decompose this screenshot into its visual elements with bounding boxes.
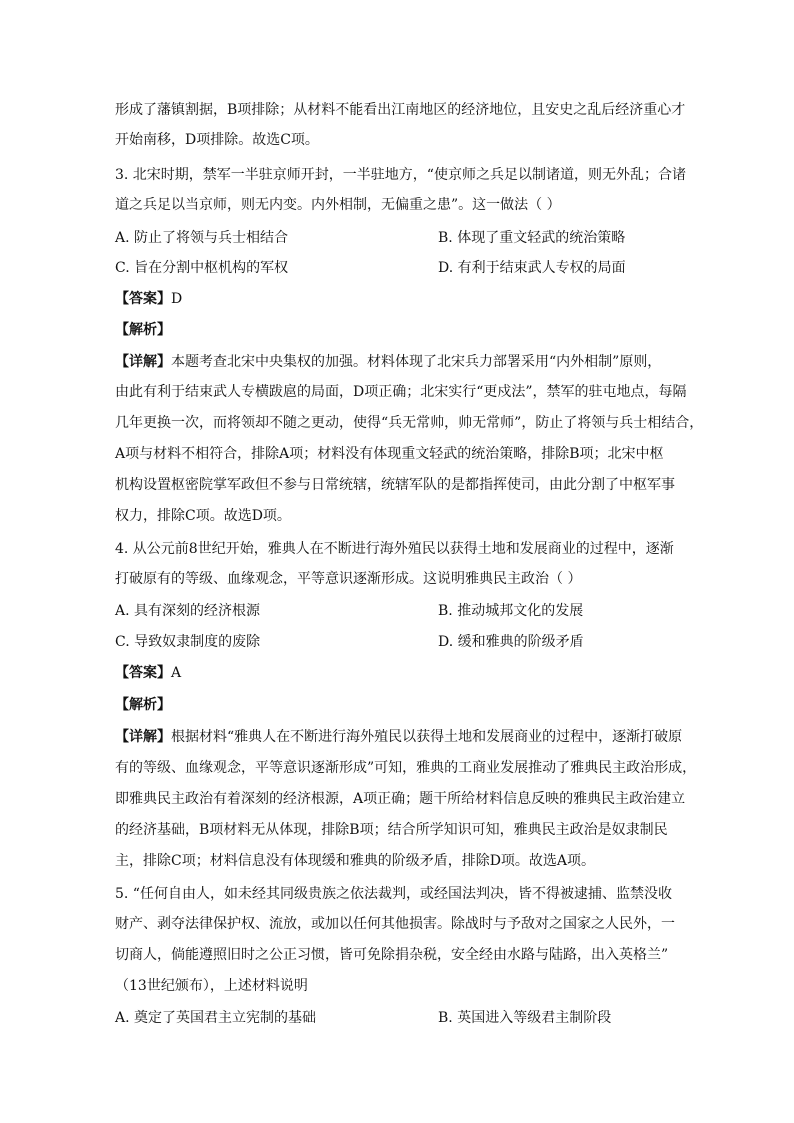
q4-stem-line-2: 打破原有的等级、血缘观念，平等意识逐渐形成。这说明雅典民主政治（ ） [115, 571, 582, 587]
q4-answer [115, 663, 181, 683]
q3-detail-line-4: A项与材料不相符合，排除A项；材料没有体现重文轻武的统治策略，排除B项；北宋中枢 [115, 446, 664, 462]
q4-detail-line-4: 的经济基础，B项材料无从体现，排除B项；结合所学知识可知，雅典民主政治是奴隶制民 [115, 822, 668, 838]
q4-stem-line-1: 4. 从公元前8世纪开始，雅典人在不断进行海外殖民以获得土地和发展商业的过程中，逐渐 [115, 541, 674, 557]
q4-detail-line-1 [115, 727, 682, 747]
q4-detail-line-5: 主，排除C项；材料信息没有体现缓和雅典的阶级矛盾，排除D项。故选A项。 [115, 853, 596, 869]
q3-detail-line-2: 由此有利于结束武人专横跋扈的局面，D项正确；北宋实行“更戍法”，禁军的驻屯地点，每隔 [115, 384, 687, 400]
q4-detail-text-1: 根据材料“雅典人在不断进行海外殖民以获得土地和发展商业的过程中，逐渐打破原 [171, 729, 683, 745]
q3-stem-line-2: 道之兵足以当京师，则无内变。内外相制，无偏重之患”。这一做法（ ） [115, 197, 561, 213]
q4-answer-value: A [171, 665, 182, 681]
q4-detail-tag: 【详解】 [115, 729, 171, 745]
q4-answer-tag: 【答案】 [115, 665, 171, 681]
q5-stem-line-1: 5. “任何自由人，如未经其同级贵族之依法裁判，或经国法判决，皆不得被逮捕、监禁没收 [115, 886, 672, 902]
q3-answer-value: D [171, 291, 183, 307]
q3-analysis-tag: 【解析】 [115, 322, 171, 338]
q4-option-c: C. 导致奴隶制度的废除 [115, 634, 261, 650]
q3-detail-line-1 [115, 352, 661, 372]
q3-stem-line-1: 3. 北宋时期，禁军一半驻京师开封，一半驻地方，“使京师之兵足以制诸道，则无外乱；合诸 [115, 167, 686, 183]
q5-stem-line-2: 财产、剥夺法律保护权、流放，或加以任何其他损害。除战时与予敌对之国家之人民外，一 [115, 916, 675, 932]
q5-stem-line-4: （13世纪颁布），上述材料说明 [115, 978, 308, 994]
q4-detail-line-2: 有的等级、血缘观念，平等意识逐渐形成”可知，雅典的工商业发展推动了雅典民主政治形成， [115, 760, 697, 776]
intro-line-2: 开始南移，D项排除。故选C项。 [115, 132, 319, 148]
q5-stem-line-3: 切商人，倘能遵照旧时之公正习惯，皆可免除捐杂税，安全经由水路与陆路，出入英格兰” [115, 947, 669, 963]
q3-answer [115, 289, 182, 309]
q5-option-b: B. 英国进入等级君主制阶段 [438, 1010, 612, 1026]
q4-analysis-tag: 【解析】 [115, 697, 171, 713]
q3-answer-tag: 【答案】 [115, 291, 171, 307]
intro-line-1: 形成了藩镇割据，B项排除；从材料不能看出江南地区的经济地位，且安史之乱后经济重心才 [115, 102, 686, 118]
q3-detail-line-3: 几年更换一次，而将领却不随之更动，使得“兵无常帅，帅无常师”，防止了将领与兵士相结合， [115, 415, 704, 431]
q5-option-a: A. 奠定了英国君主立宪制的基础 [115, 1010, 317, 1026]
q3-detail-line-5: 机构设置枢密院掌军政但不参与日常统辖，统辖军队的是都指挥使司，由此分割了中枢军事 [115, 477, 675, 493]
q4-option-b: B. 推动城邦文化的发展 [438, 603, 584, 619]
q4-option-d: D. 缓和雅典的阶级矛盾 [438, 634, 584, 650]
q3-option-b: B. 体现了重文轻武的统治策略 [438, 230, 626, 246]
q3-option-a: A. 防止了将领与兵士相结合 [115, 230, 289, 246]
q3-detail-line-6: 权力，排除C项。故选D项。 [115, 508, 291, 524]
q3-detail-text-1: 本题考查北宋中央集权的加强。材料体现了北宋兵力部署采用“内外相制”原则， [171, 354, 662, 370]
q4-option-a: A. 具有深刻的经济根源 [115, 603, 261, 619]
q3-option-d: D. 有利于结束武人专权的局面 [438, 260, 626, 276]
q3-option-c: C. 旨在分割中枢机构的军权 [115, 260, 289, 276]
q3-detail-tag: 【详解】 [115, 354, 171, 370]
q4-detail-line-3: 即雅典民主政治有着深刻的经济根源，A项正确；题干所给材料信息反映的雅典民主政治建立 [115, 791, 686, 807]
